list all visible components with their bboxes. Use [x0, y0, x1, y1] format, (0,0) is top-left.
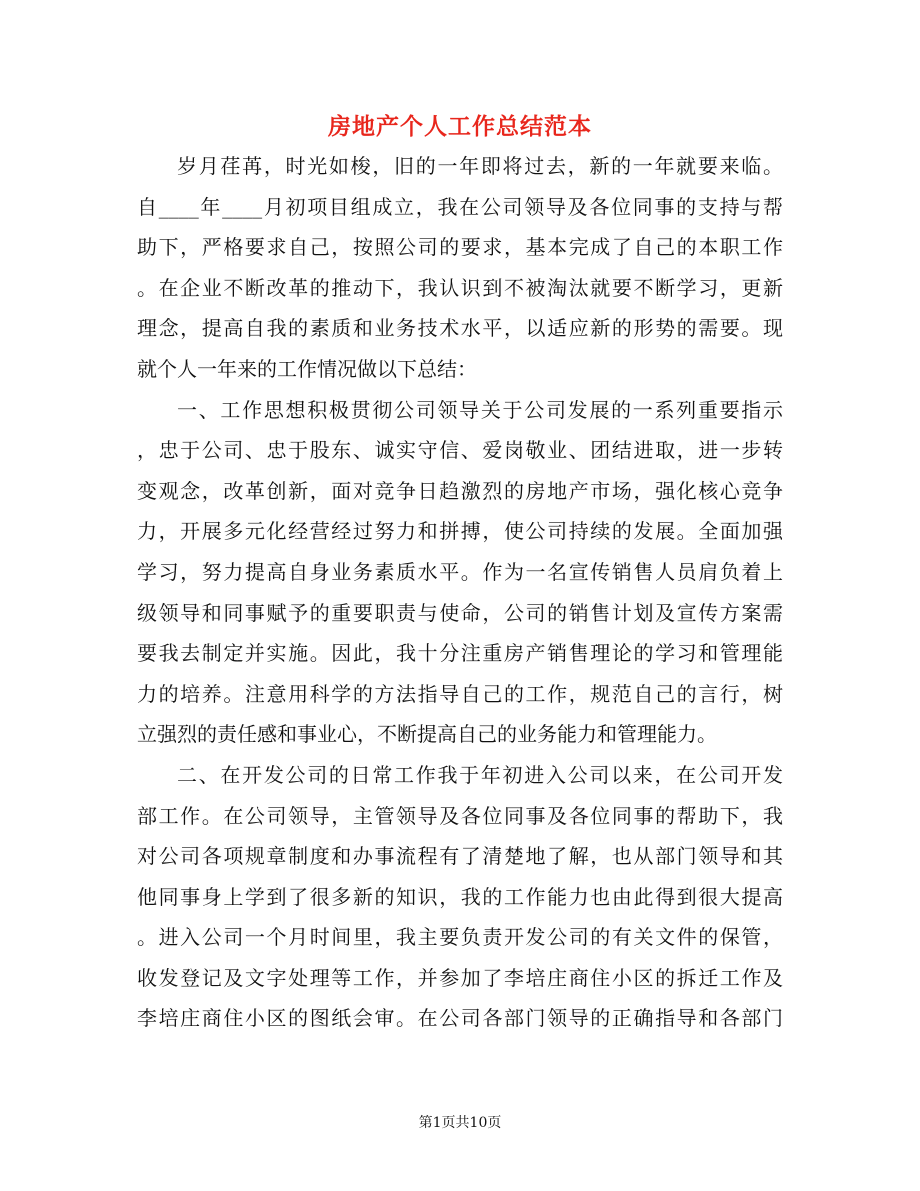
body-line: 收发登记及文字处理等工作，并参加了李培庄商住小区的拆迁工作及: [137, 965, 783, 990]
body-line: 一、工作思想积极贯彻公司领导关于公司发展的一系列重要指示: [177, 397, 783, 422]
body-line: 级领导和同事赋予的重要职责与使命，公司的销售计划及宣传方案需: [137, 600, 783, 625]
body-line: 力的培养。注意用科学的方法指导自己的工作，规范自己的言行，树: [137, 681, 783, 706]
body-line: 他同事身上学到了很多新的知识，我的工作能力也由此得到很大提高: [137, 884, 783, 909]
document-body: [137, 146, 783, 1039]
body-line: 力，开展多元化经营经过努力和拼搏，使公司持续的发展。全面加强: [137, 519, 783, 544]
body-line: 变观念，改革创新，面对竞争日趋激烈的房地产市场，强化核心竞争: [137, 478, 783, 503]
body-line: 部工作。在公司领导，主管领导及各位同事及各位同事的帮助下，我: [137, 803, 783, 828]
body-line: 岁月荏苒，时光如梭，旧的一年即将过去，新的一年就要来临。: [177, 154, 783, 178]
body-line: ，忠于公司、忠于股东、诚实守信、爱岗敬业、团结进取，进一步转: [137, 438, 783, 463]
body-line: 助下，严格要求自己，按照公司的要求，基本完成了自己的本职工作: [137, 235, 783, 260]
page-footer: 第1页共10页: [418, 1115, 502, 1131]
body-line: 学习，努力提高自身业务素质水平。作为一名宣传销售人员肩负着上: [137, 559, 783, 584]
document-title: 房地产个人工作总结范本: [328, 113, 592, 140]
body-line: 要我去制定并实施。因此，我十分注重房产销售理论的学习和管理能: [137, 641, 783, 666]
body-line: 二、在开发公司的日常工作我于年初进入公司以来，在公司开发: [177, 762, 783, 787]
body-line: 。进入公司一个月时间里，我主要负责开发公司的有关文件的保管，: [137, 925, 783, 950]
body-line: 李培庄商住小区的图纸会审。在公司各部门领导的正确指导和各部门: [137, 1006, 783, 1031]
body-line: 就个人一年来的工作情况做以下总结：: [137, 356, 477, 381]
body-line: 理念，提高自我的素质和业务技术水平，以适应新的形势的需要。现: [137, 316, 783, 341]
body-line: 。在企业不断改革的推动下，我认识到不被淘汰就要不断学习，更新: [137, 275, 783, 300]
body-line: 对公司各项规章制度和办事流程有了清楚地了解，也从部门领导和其: [137, 844, 783, 869]
body-line: 自____年____月初项目组成立，我在公司领导及各位同事的支持与帮: [137, 194, 783, 219]
body-line: 立强烈的责任感和事业心，不断提高自己的业务能力和管理能力。: [137, 722, 717, 747]
